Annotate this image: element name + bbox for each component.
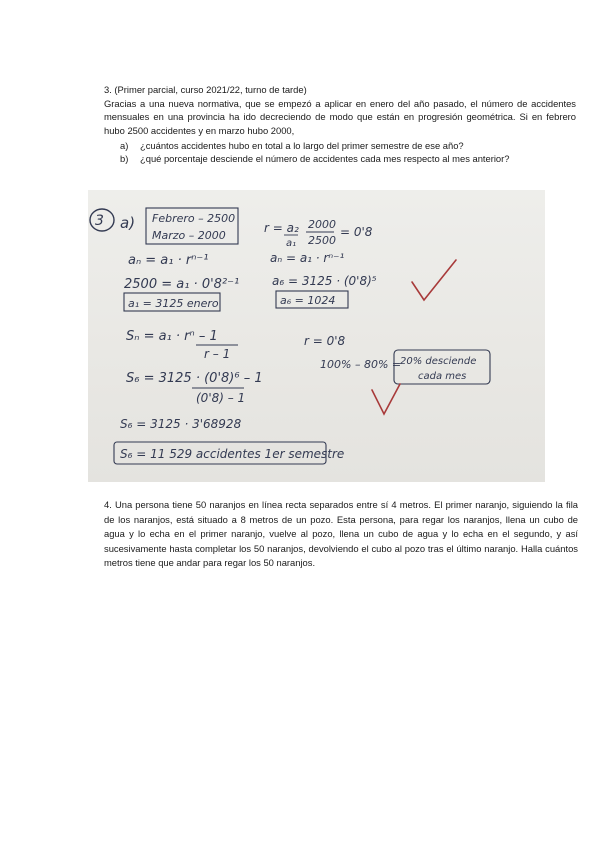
sum-formula-denominator: r – 1 xyxy=(204,347,231,361)
item-label: a) xyxy=(120,139,129,151)
r-fraction-numerator: 2000 xyxy=(308,218,336,231)
r-value: r = 0'8 xyxy=(304,334,346,348)
box-line-1: Febrero – 2500 xyxy=(152,212,236,225)
r-formula: r = a₂ xyxy=(264,221,299,235)
circled-number: 3 xyxy=(95,213,104,229)
question-3-item-b xyxy=(104,152,576,165)
s6-product: S₆ = 3125 · 3'68928 xyxy=(120,417,242,431)
question-3 xyxy=(104,83,576,165)
item-text: ¿qué porcentaje desciende el número de accidentes cada mes respecto al mes anterior? xyxy=(140,153,510,165)
handwriting-canvas xyxy=(88,190,545,482)
question-4 xyxy=(104,498,578,571)
s6-substitution: S₆ = 3125 · (0'8)⁶ – 1 xyxy=(126,371,263,386)
question-3-statement: Gracias a una nueva normativa, que se empezó a aplicar en enero del año pasado, el número de accidentes mensuales en una provincia ha ido decreciendo de modo que están en progresión geométrica. Si en febrero hubo 2500 accidentes y en marzo hubo 2000, xyxy=(104,98,576,136)
percent-result-line-1: 20% desciende xyxy=(400,356,477,367)
question-4-text: 4. Una persona tiene 50 naranjos en línea recta separados entre sí 4 metros. El primer naranjo, siguiendo la fila de los naranjos, está situado a 8 metros de un pozo. Esta persona, para regar los naranjos, llena un cubo de agua y lo echa en el primer naranjo, vuelve al pozo, llena un cubo de agua y lo echa en el segundo, y así sucesivamente hasta completar los 50 naranjos, devolviendo el cubo al pozo tras el último naranjo. Halla cuántos metros tiene que andar para regar los 50 naranjos. xyxy=(104,499,578,569)
a1-result: a₁ = 3125 enero xyxy=(128,297,219,310)
question-3-item-a xyxy=(104,139,576,152)
a6-substitution: a₆ = 3125 · (0'8)⁵ xyxy=(272,274,377,288)
box-line-2: Marzo – 2000 xyxy=(152,229,226,242)
sum-formula-numerator: Sₙ = a₁ · rⁿ – 1 xyxy=(126,329,218,344)
handwritten-solution-photo xyxy=(88,190,545,482)
r-fraction-denominator: 2500 xyxy=(308,234,336,247)
an-formula-repeat: aₙ = a₁ · rⁿ⁻¹ xyxy=(270,251,345,265)
question-3-title: 3. (Primer parcial, curso 2021/22, turno de tarde) xyxy=(104,84,307,95)
formula-an: aₙ = a₁ · rⁿ⁻¹ xyxy=(128,253,209,268)
r-result: = 0'8 xyxy=(340,225,373,239)
percent-result-line-2: cada mes xyxy=(418,371,467,382)
item-label: b) xyxy=(120,153,129,165)
red-check-mark xyxy=(412,260,456,300)
percent-calc: 100% – 80% = xyxy=(320,358,402,371)
question-3-items xyxy=(104,139,576,165)
item-text: ¿cuántos accidentes hubo en total a lo largo del primer semestre de ese año? xyxy=(140,139,464,151)
part-a-label: a) xyxy=(120,214,136,232)
r-formula-denominator: a₁ xyxy=(286,238,297,249)
red-check-mark xyxy=(372,384,400,414)
a6-result: a₆ = 1024 xyxy=(280,294,336,307)
substitution-line: 2500 = a₁ · 0'8²⁻¹ xyxy=(124,277,240,292)
s6-denominator: (0'8) – 1 xyxy=(196,391,246,405)
s6-result: S₆ = 11 529 accidentes 1er semestre xyxy=(120,447,345,461)
